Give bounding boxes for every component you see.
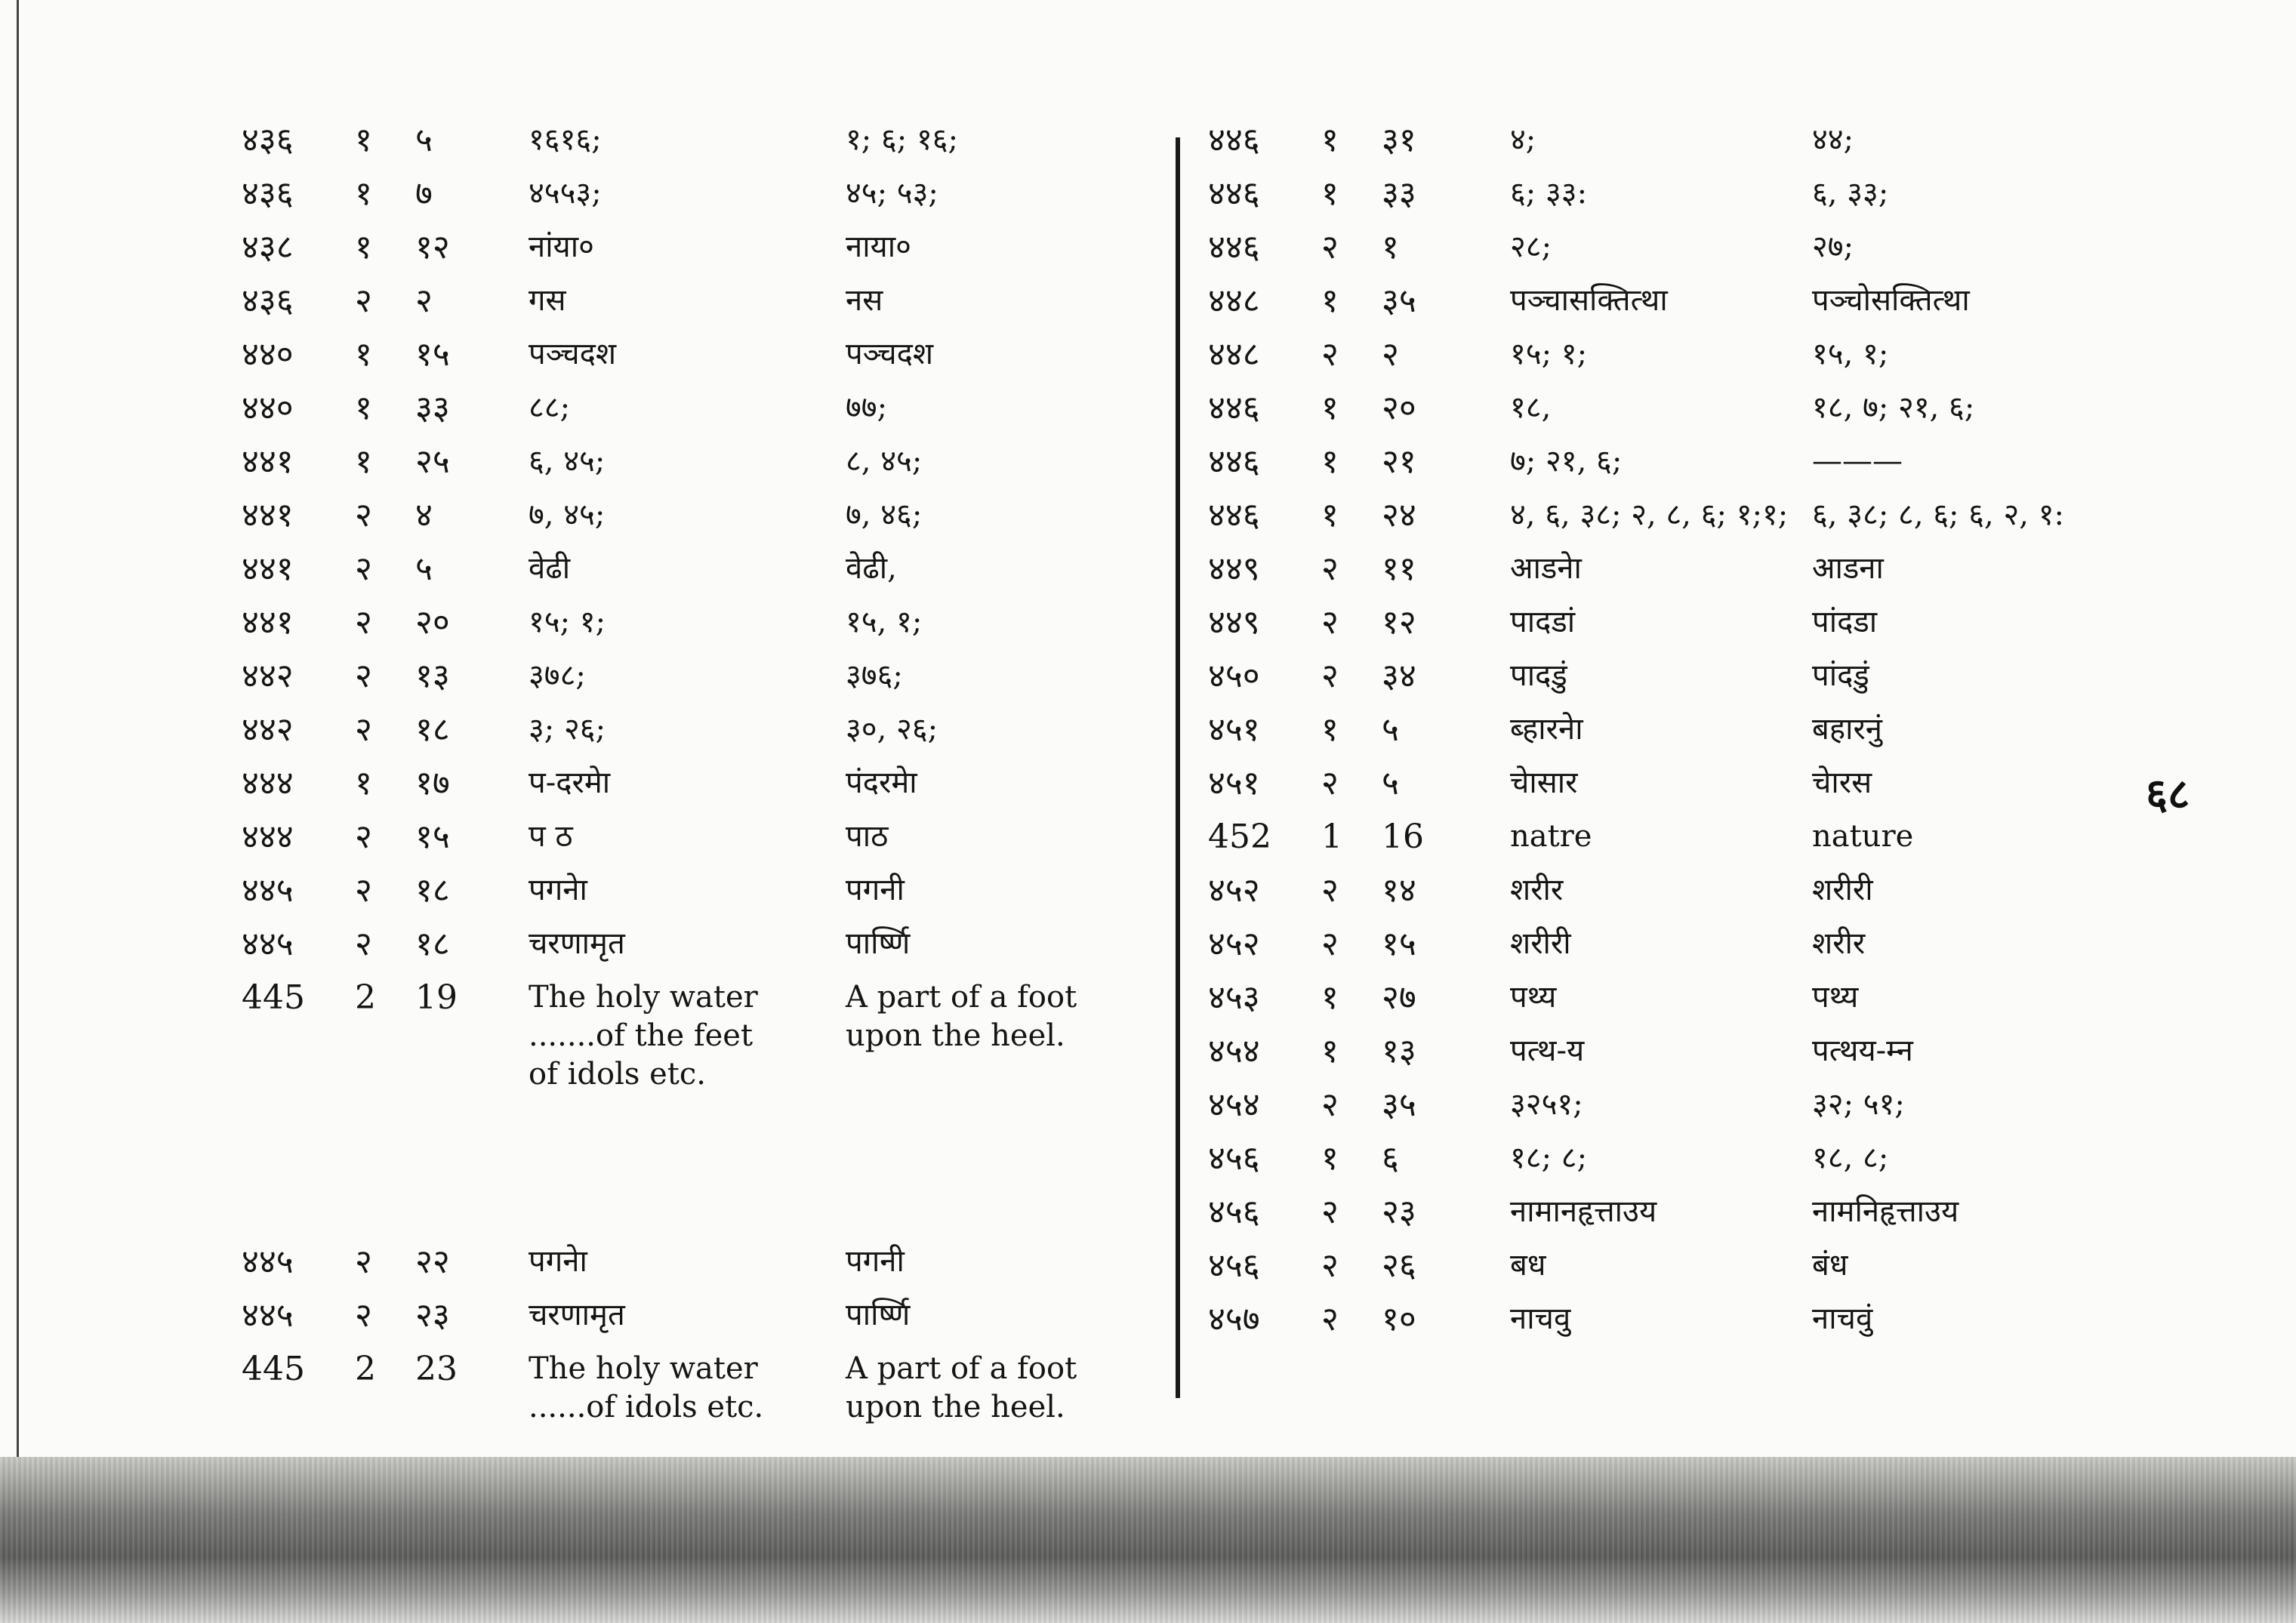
correct-text-cell: वेढी, — [846, 551, 897, 586]
incorrect-text-cell: पथ्य — [1510, 980, 1557, 1015]
incorrect-text-cell: पञ्चासक्तित्था — [1510, 283, 1668, 318]
incorrect-text-cell: ८८; — [529, 390, 571, 425]
line-number-cell: २ — [415, 282, 433, 320]
column-number-cell: २ — [355, 496, 372, 534]
correct-text-cell: १८, ८; — [1812, 1141, 1889, 1175]
errata-row — [1208, 925, 2114, 978]
incorrect-text-cell: ४५५३; — [529, 176, 602, 211]
line-number-cell: १४ — [1382, 871, 1416, 910]
errata-row — [242, 764, 1148, 818]
correct-text-cell: ——— — [1812, 444, 1903, 479]
correct-text-cell: नाचवुं — [1812, 1301, 1873, 1336]
incorrect-text-cell: पञ्चदश — [529, 337, 617, 371]
line-number-cell: १५ — [415, 818, 450, 856]
page-number-cell: ४४५ — [242, 871, 294, 910]
page-number-cell: ४४६ — [1208, 442, 1260, 481]
correct-text-cell: ३२; ५१; — [1812, 1087, 1905, 1122]
correct-text-cell: पगनी — [846, 1244, 905, 1279]
column-number-cell: २ — [355, 550, 372, 588]
column-number-cell: २ — [1321, 228, 1339, 266]
correct-text-cell: पार्ष्णि — [846, 1298, 911, 1332]
column-number-cell: २ — [1321, 1086, 1339, 1124]
page-number-cell: ४४६ — [1208, 121, 1260, 159]
errata-row — [242, 1350, 1148, 1455]
column-number-cell: २ — [1321, 1300, 1339, 1338]
line-number-cell: ३५ — [1382, 282, 1416, 320]
column-number-cell: १ — [355, 442, 372, 481]
incorrect-text-cell: ७; २१, ६; — [1510, 444, 1623, 479]
errata-row — [1208, 871, 2114, 925]
errata-row — [242, 1296, 1148, 1350]
correct-text-cell: चेारस — [1812, 765, 1872, 800]
column-number-cell: १ — [1321, 282, 1339, 320]
errata-row — [1208, 389, 2114, 442]
correct-text-cell: १५, १; — [846, 605, 923, 639]
errata-row — [242, 657, 1148, 710]
errata-row — [1208, 550, 2114, 603]
page-number-cell: ४४९ — [1208, 550, 1260, 588]
errata-row — [242, 228, 1148, 282]
incorrect-text-cell: चरणामृत — [529, 1298, 625, 1332]
errata-row — [1208, 1086, 2114, 1139]
errata-row — [1208, 282, 2114, 335]
errata-row — [242, 389, 1148, 442]
column-number-cell: २ — [355, 925, 372, 963]
correct-text-cell: १५, १; — [1812, 337, 1889, 371]
line-number-cell: २४ — [1382, 496, 1416, 534]
line-number-cell: १८ — [415, 925, 450, 963]
column-number-cell: २ — [355, 1243, 372, 1281]
column-number-cell: १ — [355, 389, 372, 427]
errata-row — [1208, 1032, 2114, 1086]
incorrect-text-cell: १५; १; — [1510, 337, 1588, 371]
incorrect-text-cell: शरीरी — [1510, 926, 1571, 961]
incorrect-text-cell: वेढी — [529, 551, 571, 586]
incorrect-text-cell: पत्थ-य — [1510, 1033, 1585, 1068]
page-number-cell: 452 — [1208, 818, 1271, 856]
line-number-cell: ५ — [1382, 710, 1399, 749]
page-number-cell: ४४२ — [242, 657, 294, 695]
incorrect-text-cell: पादडुं — [1510, 658, 1567, 693]
column-number-cell: २ — [355, 657, 372, 695]
page-number-cell: ४४१ — [242, 603, 294, 642]
errata-table-left — [242, 121, 1148, 1455]
errata-row — [1208, 657, 2114, 710]
line-number-cell: १२ — [415, 228, 450, 266]
errata-row — [1208, 335, 2114, 389]
page-number-cell: ४४२ — [242, 710, 294, 749]
errata-row — [1208, 442, 2114, 496]
page-number-cell: ४४१ — [242, 442, 294, 481]
line-number-cell: ३४ — [1382, 657, 1416, 695]
column-number-cell: २ — [1321, 925, 1339, 963]
page-number-cell: ४४५ — [242, 1243, 294, 1281]
line-number-cell: ३३ — [415, 389, 450, 427]
incorrect-text-cell: The holy water .......of the feet of idols etc. — [529, 980, 758, 1092]
column-number-cell: १ — [1321, 442, 1339, 481]
incorrect-text-cell: The holy water ......of idols etc. — [529, 1351, 764, 1424]
page-number-cell: ४४५ — [242, 925, 294, 963]
page-number-cell: ४५४ — [1208, 1086, 1260, 1124]
correct-text-cell: नस — [846, 283, 883, 318]
line-number-cell: १८ — [415, 710, 450, 749]
page-number-cell: ४५१ — [1208, 710, 1260, 749]
incorrect-text-cell: १८, — [1510, 390, 1552, 425]
errata-row — [242, 818, 1148, 871]
correct-text-cell: नाया० — [846, 229, 911, 264]
incorrect-text-cell: ६; ३३: — [1510, 176, 1588, 211]
correct-text-cell: A part of a foot upon the heel. — [846, 1351, 1077, 1424]
incorrect-text-cell: चरणामृत — [529, 926, 625, 961]
correct-text-cell: पञ्चदश — [846, 337, 934, 371]
left-margin-line — [17, 0, 19, 1457]
correct-text-cell: पाठ — [846, 819, 889, 854]
incorrect-text-cell: १८; ८; — [1510, 1141, 1588, 1175]
errata-row — [242, 603, 1148, 657]
incorrect-text-cell: गस — [529, 283, 566, 318]
line-number-cell: १५ — [1382, 925, 1416, 963]
line-number-cell: ५ — [1382, 764, 1399, 802]
errata-row — [242, 925, 1148, 978]
column-number-cell: १ — [355, 121, 372, 159]
correct-text-cell: पांदडा — [1812, 605, 1878, 639]
column-number-cell: २ — [355, 871, 372, 910]
column-number-cell: २ — [1321, 657, 1339, 695]
column-number-cell: २ — [1321, 764, 1339, 802]
column-number-cell: २ — [355, 710, 372, 749]
errata-row — [242, 710, 1148, 764]
page-number-cell: ४३६ — [242, 121, 294, 159]
incorrect-text-cell: आडनेा — [1510, 551, 1582, 586]
errata-row — [1208, 978, 2114, 1032]
page-number-cell: ४४४ — [242, 818, 294, 856]
errata-row — [242, 550, 1148, 603]
errata-row — [1208, 1139, 2114, 1193]
column-number-cell: १ — [1321, 174, 1339, 213]
errata-row — [242, 282, 1148, 335]
incorrect-text-cell: १५; १; — [529, 605, 606, 639]
line-number-cell: १३ — [1382, 1032, 1416, 1070]
incorrect-text-cell: ४; — [1510, 122, 1536, 157]
correct-text-cell: ६, ३३; — [1812, 176, 1889, 211]
incorrect-text-cell: ६, ४५; — [529, 444, 606, 479]
incorrect-text-cell: ब्हारनेा — [1510, 712, 1583, 747]
incorrect-text-cell: १६१६; — [529, 122, 602, 157]
incorrect-text-cell: प-दरमेा — [529, 765, 611, 800]
column-number-cell: २ — [355, 282, 372, 320]
errata-row — [1208, 764, 2114, 818]
line-number-cell: २६ — [1382, 1246, 1416, 1285]
correct-text-cell: पथ्य — [1812, 980, 1859, 1015]
column-number-cell: १ — [1321, 121, 1339, 159]
errata-row — [1208, 710, 2114, 764]
correct-text-cell: पांदडुं — [1812, 658, 1869, 693]
column-number-cell: १ — [1321, 710, 1339, 749]
page-number-cell: ४५७ — [1208, 1300, 1260, 1338]
errata-row — [1208, 1193, 2114, 1246]
column-number-cell: २ — [1321, 871, 1339, 910]
page-number-cell: ४४६ — [1208, 174, 1260, 213]
line-number-cell: २७ — [1382, 978, 1416, 1017]
column-number-cell: १ — [355, 174, 372, 213]
errata-table-left-body — [242, 121, 1148, 1455]
line-number-cell: १८ — [415, 871, 450, 910]
page-number-cell: ४५१ — [1208, 764, 1260, 802]
page-number-cell: ४३६ — [242, 174, 294, 213]
correct-text-cell: पार्ष्णि — [846, 926, 911, 961]
errata-row — [1208, 1300, 2114, 1354]
column-number-cell: १ — [355, 764, 372, 802]
page-number-cell: ४३६ — [242, 282, 294, 320]
correct-text-cell: १८, ७; २१, ६; — [1812, 390, 1975, 425]
page-number-cell: ४५४ — [1208, 1032, 1260, 1070]
page-number-cell: ४३८ — [242, 228, 294, 266]
incorrect-text-cell: पगनेा — [529, 873, 587, 907]
line-number-cell: २१ — [1382, 442, 1416, 481]
correct-text-cell: A part of a foot upon the heel. — [846, 980, 1077, 1053]
incorrect-text-cell: नांया० — [529, 229, 594, 264]
page-number-cell: ४४८ — [1208, 335, 1260, 374]
errata-row — [1208, 228, 2114, 282]
line-number-cell: ४ — [415, 496, 433, 534]
correct-text-cell: शरीरी — [1812, 873, 1873, 907]
incorrect-text-cell: बध — [1510, 1248, 1546, 1283]
errata-row — [1208, 603, 2114, 657]
correct-text-cell: ७७; — [846, 390, 888, 425]
line-number-cell: 16 — [1382, 818, 1424, 856]
errata-row — [1208, 1246, 2114, 1300]
column-number-cell: 2 — [355, 978, 376, 1017]
correct-text-cell: १; ६; १६; — [846, 122, 959, 157]
line-number-cell: ५ — [415, 550, 433, 588]
column-number-cell: १ — [1321, 496, 1339, 534]
correct-text-cell: पत्थय-म्न — [1812, 1033, 1913, 1068]
page-number-cell: 445 — [242, 1350, 305, 1388]
correct-text-cell: बहारनुं — [1812, 712, 1882, 747]
page-number-cell: ४५० — [1208, 657, 1260, 695]
line-number-cell: ५ — [415, 121, 433, 159]
page-number-cell: ४४१ — [242, 550, 294, 588]
page-number-cell: ४५६ — [1208, 1193, 1260, 1231]
line-number-cell: २ — [1382, 335, 1399, 374]
errata-row — [242, 442, 1148, 496]
page-number-cell: ४५६ — [1208, 1246, 1260, 1285]
page-number-cell: ४५२ — [1208, 871, 1260, 910]
column-number-cell: १ — [355, 228, 372, 266]
correct-text-cell: शरीर — [1812, 926, 1866, 961]
correct-text-cell: ३७६; — [846, 658, 903, 693]
line-number-cell: 23 — [415, 1350, 458, 1388]
column-number-cell: २ — [355, 603, 372, 642]
correct-text-cell: ८, ४५; — [846, 444, 923, 479]
correct-text-cell: ४४; — [1812, 122, 1854, 157]
errata-row — [1208, 818, 2114, 871]
incorrect-text-cell: पगनेा — [529, 1244, 587, 1279]
page-number-cell: 445 — [242, 978, 305, 1017]
column-number-cell: २ — [1321, 603, 1339, 642]
page-number-cell: ४४० — [242, 335, 294, 374]
incorrect-text-cell: २८; — [1510, 229, 1552, 264]
column-number-cell: २ — [1321, 1193, 1339, 1231]
errata-row — [242, 978, 1148, 1243]
line-number-cell: १० — [1382, 1300, 1416, 1338]
line-number-cell: ७ — [415, 174, 433, 213]
errata-row — [242, 871, 1148, 925]
column-number-cell: १ — [1321, 1032, 1339, 1070]
page-number-cell: ४४९ — [1208, 603, 1260, 642]
page-number-cell: ४४० — [242, 389, 294, 427]
column-number-cell: १ — [1321, 978, 1339, 1017]
incorrect-text-cell: ३२५१; — [1510, 1087, 1583, 1122]
line-number-cell: १२ — [1382, 603, 1416, 642]
column-number-cell: 1 — [1321, 818, 1342, 856]
line-number-cell: 19 — [415, 978, 458, 1017]
line-number-cell: ३५ — [1382, 1086, 1416, 1124]
column-number-cell: २ — [1321, 335, 1339, 374]
line-number-cell: १ — [1382, 228, 1399, 266]
line-number-cell: २३ — [415, 1296, 450, 1335]
incorrect-text-cell: ३७८; — [529, 658, 586, 693]
scan-shadow-band — [0, 1457, 2296, 1623]
incorrect-text-cell: ४, ६, ३८; २, ८, ६; १;१; — [1510, 497, 1789, 532]
column-number-cell: २ — [1321, 550, 1339, 588]
errata-row — [242, 121, 1148, 174]
correct-text-cell: २७; — [1812, 229, 1854, 264]
incorrect-text-cell: प ठ — [529, 819, 573, 854]
page-number-cell: ४४५ — [242, 1296, 294, 1335]
correct-text-cell: ७, ४६; — [846, 497, 923, 532]
correct-text-cell: ४५; ५३; — [846, 176, 938, 211]
errata-row — [242, 174, 1148, 228]
line-number-cell: १५ — [415, 335, 450, 374]
column-divider — [1176, 137, 1180, 1398]
errata-row — [242, 335, 1148, 389]
incorrect-text-cell: चेासार — [1510, 765, 1578, 800]
column-number-cell: 2 — [355, 1350, 376, 1388]
column-number-cell: १ — [1321, 1139, 1339, 1178]
correct-text-cell: नामनिहृत्ताउय — [1812, 1194, 1959, 1229]
line-number-cell: १७ — [415, 764, 450, 802]
incorrect-text-cell: ३; २६; — [529, 712, 606, 747]
line-number-cell: ६ — [1382, 1139, 1399, 1178]
page-number-cell: ४४८ — [1208, 282, 1260, 320]
incorrect-text-cell: नाचवु — [1510, 1301, 1571, 1336]
line-number-cell: ३३ — [1382, 174, 1416, 213]
incorrect-text-cell: natre — [1510, 819, 1592, 854]
correct-text-cell: पगनी — [846, 873, 905, 907]
line-number-cell: २० — [415, 603, 450, 642]
errata-row — [242, 1243, 1148, 1296]
page-number-cell: ४५६ — [1208, 1139, 1260, 1178]
correct-text-cell: आडना — [1812, 551, 1884, 586]
incorrect-text-cell: नामानहृत्ताउय — [1510, 1194, 1657, 1229]
errata-table-right — [1208, 121, 2114, 1354]
line-number-cell: १३ — [415, 657, 450, 695]
column-number-cell: १ — [1321, 389, 1339, 427]
incorrect-text-cell: ७, ४५; — [529, 497, 606, 532]
errata-row — [1208, 496, 2114, 550]
page-number-cell: ४४६ — [1208, 496, 1260, 534]
correct-text-cell: बंध — [1812, 1248, 1848, 1283]
column-number-cell: २ — [355, 818, 372, 856]
column-number-cell: २ — [1321, 1246, 1339, 1285]
page-number-cell: ४५३ — [1208, 978, 1260, 1017]
page-number-mark: ६८ — [2146, 769, 2190, 819]
line-number-cell: २० — [1382, 389, 1416, 427]
line-number-cell: २५ — [415, 442, 450, 481]
correct-text-cell: पञ्चोसक्तित्था — [1812, 283, 1970, 318]
page-number-cell: ४४६ — [1208, 228, 1260, 266]
correct-text-cell: nature — [1812, 819, 1914, 854]
page-number-cell: ४४४ — [242, 764, 294, 802]
errata-table-right-body — [1208, 121, 2114, 1354]
line-number-cell: ३१ — [1382, 121, 1416, 159]
line-number-cell: २२ — [415, 1243, 450, 1281]
errata-row — [1208, 121, 2114, 174]
column-number-cell: १ — [355, 335, 372, 374]
correct-text-cell: ३०, २६; — [846, 712, 938, 747]
correct-text-cell: ६, ३८; ८, ६; ६, २, १: — [1812, 497, 2064, 532]
errata-row — [1208, 174, 2114, 228]
page-number-cell: ४५२ — [1208, 925, 1260, 963]
correct-text-cell: पंदरमेा — [846, 765, 917, 800]
line-number-cell: २३ — [1382, 1193, 1416, 1231]
incorrect-text-cell: शरीर — [1510, 873, 1564, 907]
incorrect-text-cell: पादडां — [1510, 605, 1576, 639]
page-number-cell: ४४१ — [242, 496, 294, 534]
errata-row — [242, 496, 1148, 550]
page-number-cell: ४४६ — [1208, 389, 1260, 427]
line-number-cell: ११ — [1382, 550, 1416, 588]
column-number-cell: २ — [355, 1296, 372, 1335]
